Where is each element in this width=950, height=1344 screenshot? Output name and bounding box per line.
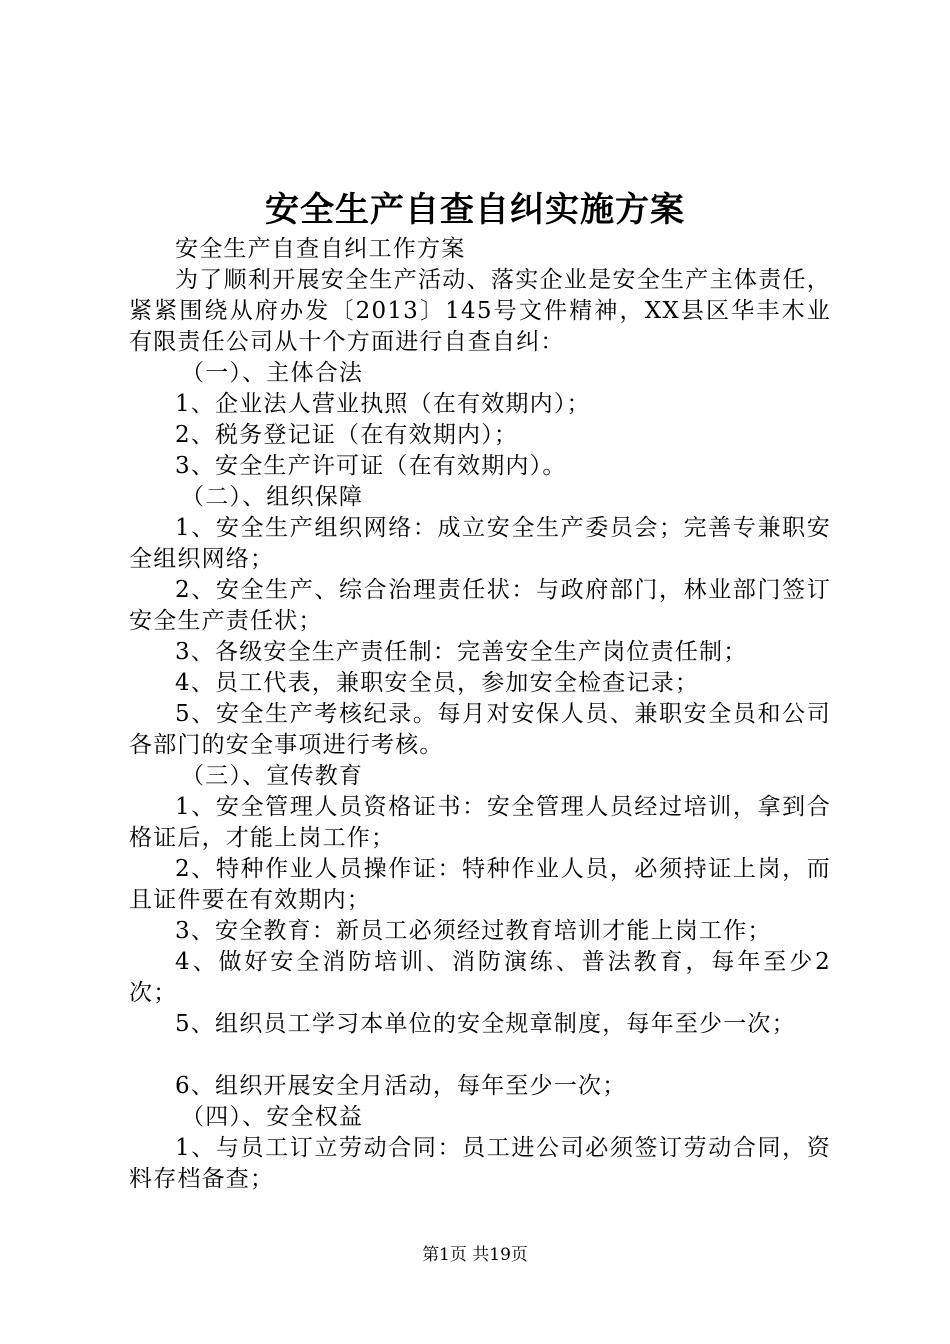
list-item: 3、安全生产许可证（在有效期内）。 [175,453,567,479]
section-heading-1: （一）、主体合法 [181,360,364,386]
section-heading-2: （二）、组织保障 [181,484,364,510]
document-body [129,234,831,1195]
list-item: 1、与员工订立劳动合同：员工进公司必须签订劳动合同，资料存档备查； [129,1135,831,1192]
list-item: 2、税务登记证（在有效期内）； [175,422,519,448]
paragraph-intro: 为了顺利开展安全生产活动、落实企业是安全生产主体责任，紧紧围绕从府办发〔2013〕145号文件精神，XX县区华丰木业有限责任公司从十个方面进行自查自纠： [129,267,831,355]
section-heading-3: （三）、宣传教育 [181,763,364,789]
list-item: 5、组织员工学习本单位的安全规章制度，每年至少一次； [175,1011,796,1037]
document-title: 安全生产自查自纠实施方案 [265,190,685,230]
list-item: 5、安全生产考核纪录。每月对安保人员、兼职安全员和公司各部门的安全事项进行考核。 [129,701,831,758]
list-item: 2、特种作业人员操作证：特种作业人员，必须持证上岗，而且证件要在有效期内； [129,856,831,913]
list-item: 3、安全教育：新员工必须经过教育培训才能上岗工作； [175,918,772,944]
list-item: 2、安全生产、综合治理责任状：与政府部门，林业部门签订安全生产责任状； [129,577,831,634]
list-item: 6、组织开展安全月活动，每年至少一次； [175,1073,627,1099]
list-item: 1、安全生产组织网络：成立安全生产委员会；完善专兼职安全组织网络； [129,515,831,572]
list-item: 1、企业法人营业执照（在有效期内）； [175,391,591,417]
page-number-footer: 第1页 共19页 [422,1245,528,1265]
list-item: 3、各级安全生产责任制：完善安全生产岗位责任制； [175,639,748,665]
list-item: 4、员工代表，兼职安全员，参加安全检查记录； [175,670,700,696]
list-item: 1、安全管理人员资格证书：安全管理人员经过培训，拿到合格证后，才能上岗工作； [129,794,831,851]
list-item: 4、做好安全消防培训、消防演练、普法教育，每年至少2次； [129,949,831,1006]
section-heading-4: （四）、安全权益 [181,1104,364,1130]
paragraph-subtitle: 安全生产自查自纠工作方案 [175,236,466,262]
